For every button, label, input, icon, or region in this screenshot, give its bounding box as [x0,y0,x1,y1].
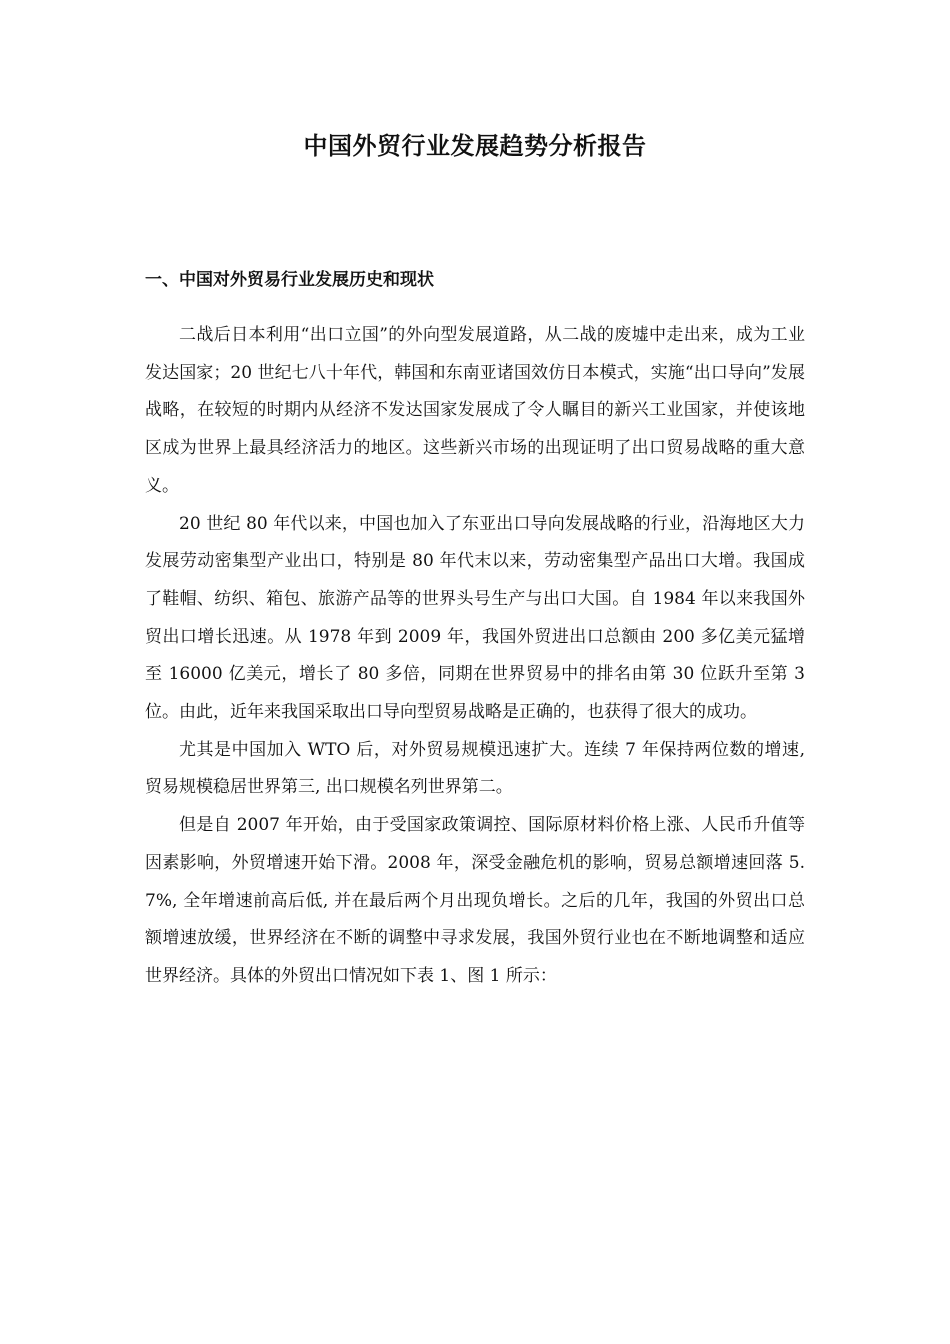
paragraph-1: 二战后日本利用“出口立国”的外向型发展道路，从二战的废墟中走出来，成为工业发达国家；20 世纪七八十年代，韩国和东南亚诸国效仿日本模式，实施“出口导向”发展战略，在较短的时期内从经济不发达国家发展成了令人瞩目的新兴工业国家，并使该地区成为世界上最具经济活力的地区。这些新兴市场的出现证明了出口贸易战略的重大意义。 [145,325,805,496]
paragraph-2: 20 世纪 80 年代以来，中国也加入了东亚出口导向发展战略的行业，沿海地区大力发展劳动密集型产业出口，特别是 80 年代末以来，劳动密集型产品出口大增。我国成了鞋帽、纺织、箱包、旅游产品等的世界头号生产与出口大国。自 1984 年以来我国外贸出口增长迅速。从 1978 年到 2009 年，我国外贸进出口总额由 200 多亿美元猛增至 16000 亿美元，增长了 80 多倍，同期在世界贸易中的排名由第 30 位跃升至第 3 位。由此，近年来我国采取出口导向型贸易战略是正确的，也获得了很大的成功。 [145,513,805,723]
section-heading: 一、中国对外贸易行业发展历史和现状 [145,270,434,290]
document-body [145,317,805,996]
document-title: 中国外贸行业发展趋势分析报告 [303,131,647,160]
paragraph-4: 但是自 2007 年开始，由于受国家政策调控、国际原材料价格上涨、人民币升值等因素影响，外贸增速开始下滑。2008 年，深受金融危机的影响，贸易总额增速回落 5. 7%, 全年增速前高后低, 并在最后两个月出现负增长。之后的几年，我国的外贸出口总额增速放缓，世界经济在不断的调整中寻求发展，我国外贸行业也在不断地调整和适应世界经济。具体的外贸出口情况如下表 1、图 1 所示： [145,815,805,986]
paragraph-3: 尤其是中国加入 WTO 后，对外贸易规模迅速扩大。连续 7 年保持两位数的增速, 贸易规模稳居世界第三, 出口规模名列世界第二。 [145,739,805,798]
